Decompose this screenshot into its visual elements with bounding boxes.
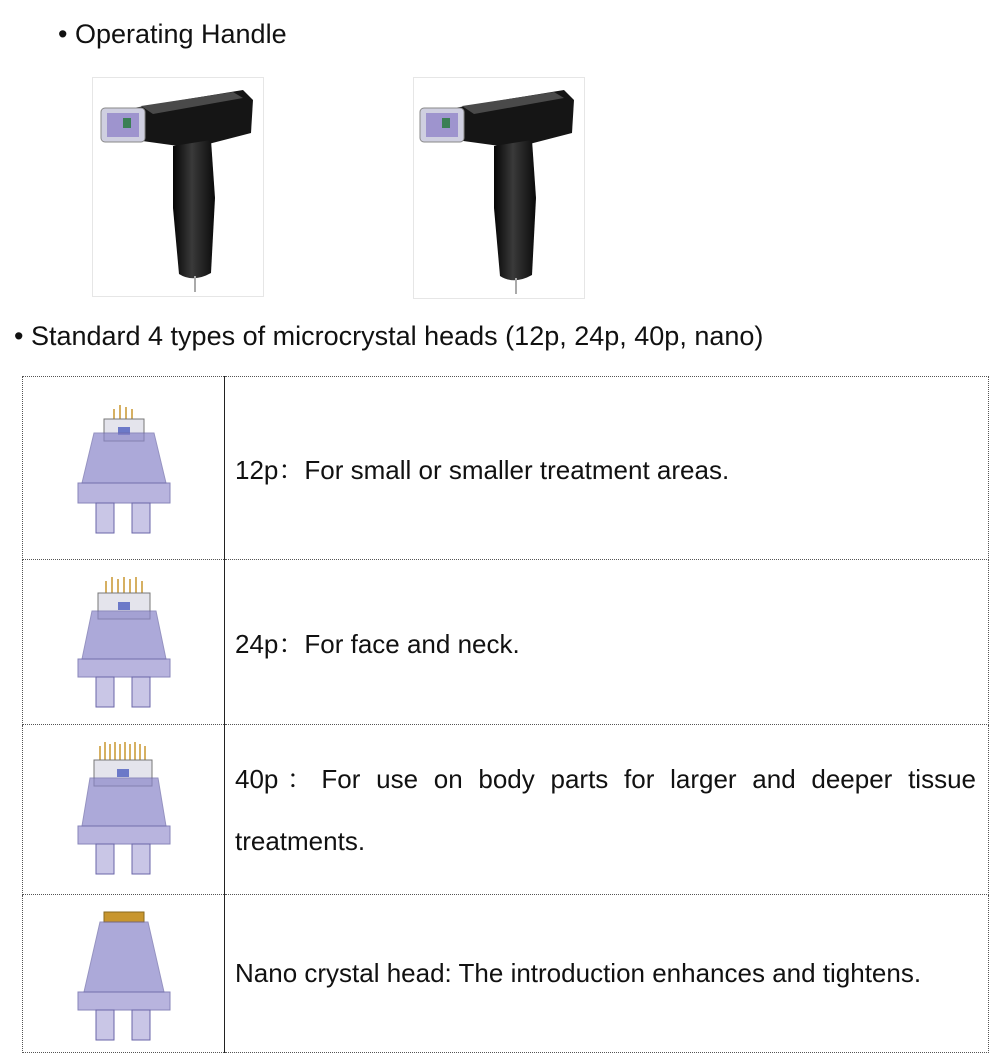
head-image-cell [23, 560, 225, 725]
table-row [23, 895, 989, 1053]
head-description-nano: Nano crystal head: The introduction enhances and tightens. [225, 895, 989, 1053]
head-description-12p: 12p：For small or smaller treatment areas. [225, 377, 989, 560]
head-image-cell [23, 725, 225, 895]
microcrystal-head-12p-icon [70, 391, 178, 541]
head-description-40p: 40p：For use on body parts for larger and deeper tissue treatments. [225, 725, 989, 895]
table-row [23, 377, 989, 560]
table-row [23, 560, 989, 725]
operating-handle-heading: • Operating Handle [58, 19, 287, 49]
microcrystal-heads-table [22, 376, 989, 1053]
head-description-24p: 24p：For face and neck. [225, 560, 989, 725]
microcrystal-head-40p-icon [70, 732, 178, 882]
head-image-cell [23, 377, 225, 560]
operating-handle-photo-2 [413, 77, 585, 299]
microcrystal-heads-heading: • Standard 4 types of microcrystal heads (12p, 24p, 40p, nano) [14, 321, 764, 351]
table-row [23, 725, 989, 895]
operating-handle-icon [414, 78, 584, 298]
microcrystal-head-nano-icon [70, 896, 178, 1046]
operating-handle-photo-1 [92, 77, 264, 297]
head-image-cell [23, 895, 225, 1053]
operating-handle-icon [93, 78, 263, 296]
microcrystal-head-24p-icon [70, 565, 178, 715]
